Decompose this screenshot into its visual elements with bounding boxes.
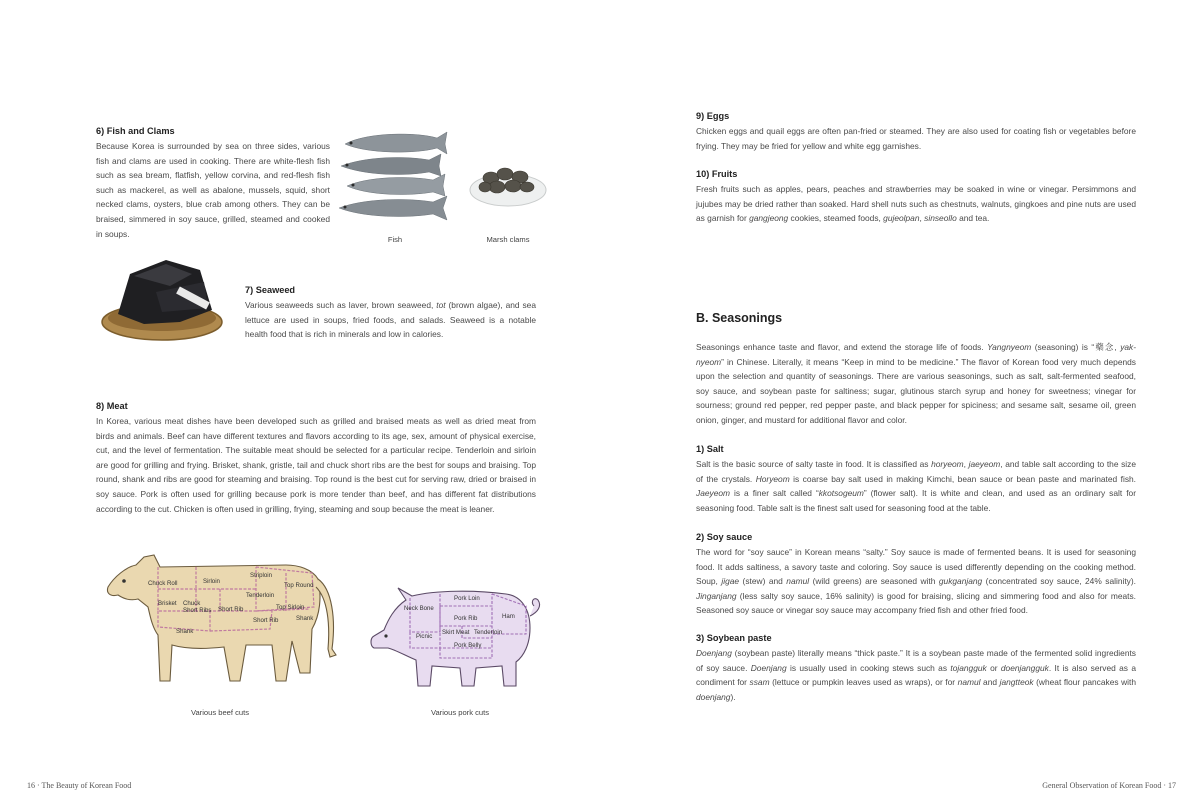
seaweed-text: Various seaweeds such as laver, brown seaweed, tot (brown algae), and sea lettuce are used in soups, fried foods, and salads. Seaweed is a notable health food that is rich in minerals and low in calories. xyxy=(245,300,536,340)
pork-cut-label: Pork Loin xyxy=(454,595,480,602)
beef-cut-label: Short Rib xyxy=(253,617,279,624)
pork-cut-label: Neck Bone xyxy=(404,605,434,612)
clams-caption: Marsh clams xyxy=(486,235,530,244)
paste-section xyxy=(696,632,1136,704)
beef-cut-label: Shank xyxy=(176,628,194,635)
beef-cut-label: Brisket xyxy=(158,600,177,607)
paste-text: Doenjang (soybean paste) literally means “thick paste.” It is a soybean paste made of the fermented solid ingredients of soy sauce. Doenjang is usually used in cooking stews such as tojangguk or doenjangguk. It is also served as a condiment for ssam (lettuce or pumpkin leaves used as wraps), or for namul and jangtteok (wheat flour pancakes with doenjang). xyxy=(696,648,1137,702)
soy-section xyxy=(696,531,1136,618)
pork-cut-label: Pork Belly xyxy=(454,642,482,649)
beef-cut-label: Tenderloin xyxy=(246,592,275,599)
left-footer: 16 · The Beauty of Korean Food xyxy=(27,781,132,790)
right-footer: General Observation of Korean Food · 17 xyxy=(1042,781,1176,790)
meat-section xyxy=(96,400,536,516)
fish-text: Because Korea is surrounded by sea on three sides, various fish and clams are used in cooking. There are white-flesh fish such as sea bream, flatfish, yellow corvina, and red-flesh fish such as mackerel, as well as abalone, mussels, squid, short necked clams, oysters, blue crab among others. They can be braised, simmered in soy sauce, grilled, steamed and cooked in soups. xyxy=(96,141,330,239)
beef-cut-label: Striploin xyxy=(250,572,273,579)
fish-heading: 6) Fish and Clams xyxy=(96,126,175,136)
eggs-text: Chicken eggs and quail eggs are often pan-fried or steamed. They are also used for coating fish or vegetables before frying. They may be fried for yellow and white egg garnishes. xyxy=(696,126,1136,151)
soy-text: The word for “soy sauce” in Korean means “salty.” Soy sauce is made of fermented beans. It is used for seasoning food. It adds saltiness, a savory taste and coloring. Soy sauce is used differently depending on the cooking method. Soup, jigae (stew) and namul (wild greens) are seasoned with gukganjang (concentrated soy sauce, 24% salinity). Jinganjang (less salty soy sauce, 16% salinity) is good for braising, slicing and simmering food and also for meats. Seasoned soy sauce or vinegar soy sauce may accompany fried fish and other fried food. xyxy=(696,547,1136,616)
meat-heading: 8) Meat xyxy=(96,401,128,411)
fish-photo xyxy=(337,128,453,226)
beef-diagram xyxy=(100,549,345,699)
beef-cut-label: Chuck xyxy=(183,600,201,607)
beef-caption: Various beef cuts xyxy=(190,708,250,717)
eggs-section xyxy=(696,110,1136,153)
fruits-text: Fresh fruits such as apples, pears, peaches and strawberries may be soaked in wine or vinegar. Persimmons and jujubes may be dried rather than soaked. Hard shell nuts such as chestnuts, walnuts, gingkoes and pine nuts are used as garnish for gangjeong cookies, steamed foods, gujeolpan, sinseollo and tea. xyxy=(696,184,1136,224)
beef-cut-label: Short Rib xyxy=(218,606,244,613)
seaweed-heading: 7) Seaweed xyxy=(245,285,296,295)
fish-caption: Fish xyxy=(387,235,403,244)
seasonings-section xyxy=(696,311,1136,428)
meat-text: In Korea, various meat dishes have been developed such as grilled and braised meats as well as dried meat from birds and animals. Beef can have different textures and flavors according to its age, sex, amount of physical exercise, cut, and the level of fermentation. The suitable meat should be selected for a particular recipe. Tenderloin and sirloin are good for grilling and frying. Brisket, shank, gristle, tail and chuck short ribs are the best for soups and braising. Top round, shank and ribs are good for steaming and braising. Top round is the best cut for serving raw, dried or braised in soy sauce. Pork is often used for grilling because pork is more tender than beef, and has different fat distributions according to the cut. Chicken is often used in grilling, frying, steaming and soup because the meat is leaner. xyxy=(96,416,536,514)
clams-photo xyxy=(467,160,549,208)
beef-cut-label: Short Ribs xyxy=(183,607,212,614)
beef-cut-label: Top Round xyxy=(284,582,314,589)
eggs-heading: 9) Eggs xyxy=(696,111,730,121)
beef-cut-label: Shank xyxy=(296,615,314,622)
seasonings-heading: B. Seasonings xyxy=(696,311,783,325)
beef-cut-label: Sirloin xyxy=(203,578,220,585)
soy-heading: 2) Soy sauce xyxy=(696,532,753,542)
pig-body xyxy=(371,588,540,686)
pork-cut-label: Tenderloin xyxy=(474,629,503,636)
salt-heading: 1) Salt xyxy=(696,444,724,454)
paste-heading: 3) Soybean paste xyxy=(696,633,772,643)
fruits-section xyxy=(696,168,1136,226)
salt-text: Salt is the basic source of salty taste in food. It is classified as horyeom, jaeyeom, and table salt according to the size of the crystals. Horyeom is coarse bay salt used in making Kimchi, bean sauce or bean paste and marinated fish. Jaeyeom is a finer salt called “kkotsogeum” (flower salt). It is white and clean, and used as an ordinary salt for seasoning food. Table salt is the finest salt used for seasoning food at the table. xyxy=(696,459,1136,513)
pork-cut-label: Picnic xyxy=(416,633,433,640)
pork-cut-label: Skirt Meat xyxy=(442,629,470,636)
beef-cut-label: Top Sirloin xyxy=(276,604,305,611)
seasonings-text: Seasonings enhance taste and flavor, and extend the storage life of foods. Yangnyeom (seasoning) is “藥念, yak-nyeom” in Chinese. Literally, it means “Keep in mind to be medicine.” The flavor of Korean food very much depends upon the selection and quantity of seasonings. There are various seasonings, such as salt, salt-fermented seafood, soy sauce, and soybean paste for saltiness; sugar, glutinous starch syrup and honey for sweetness; vinegar for sourness; ground red pepper, red pepper paste, and black pepper for spiciness; and sesame salt, sesame oil, green onion, ginger, and mustard for additional flavor and color. xyxy=(696,342,1137,425)
beef-cut-label: Chuck Roll xyxy=(148,580,178,587)
fish-section xyxy=(96,125,330,241)
fruits-heading: 10) Fruits xyxy=(696,169,738,179)
pork-cut-label: Pork Rib xyxy=(454,615,478,622)
salt-section xyxy=(696,443,1136,515)
pork-diagram xyxy=(366,586,544,690)
seaweed-photo xyxy=(96,252,228,344)
pork-caption: Various pork cuts xyxy=(430,708,490,717)
seaweed-section xyxy=(245,284,536,342)
pork-cut-label: Ham xyxy=(502,613,515,620)
